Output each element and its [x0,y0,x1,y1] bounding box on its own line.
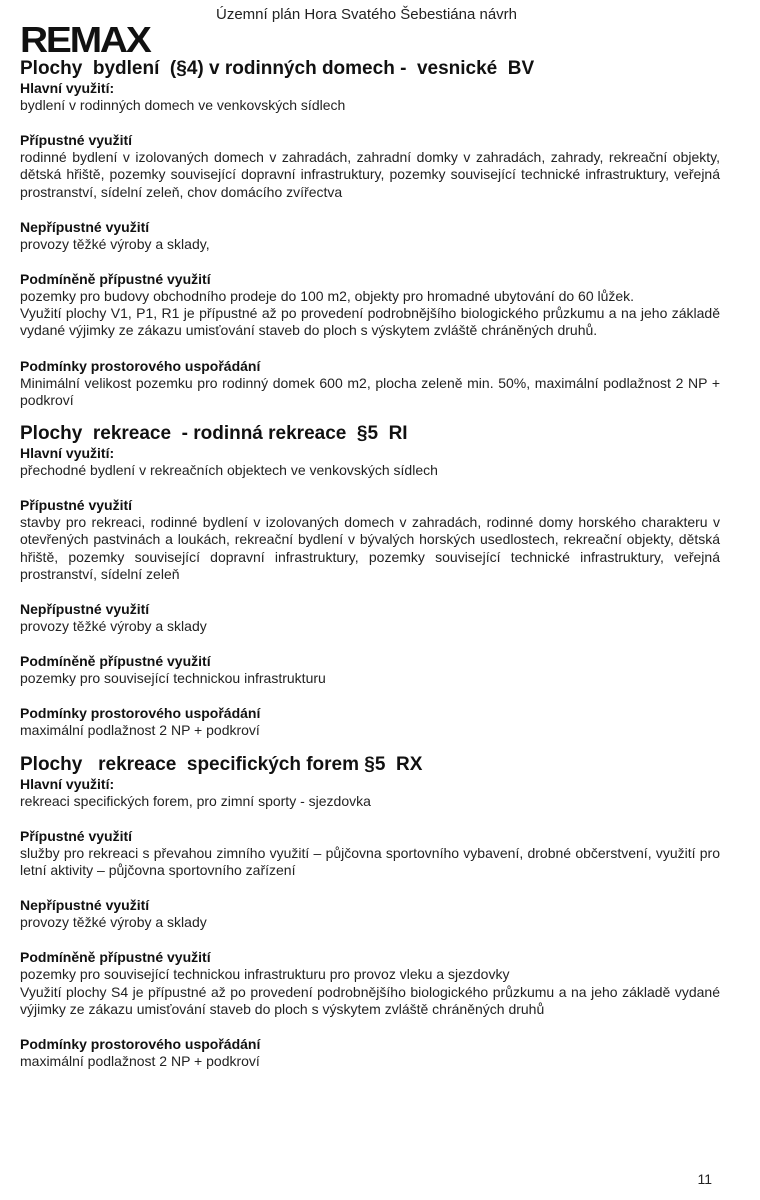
conditional-use-text: pozemky pro budovy obchodního prodeje do 100 m2, objekty pro hromadné ubytování do 60 lůžek. [20,288,635,305]
forbidden-use-label: Nepřípustné využití [20,897,150,914]
section-rx [20,754,720,1071]
forbidden-use-label: Nepřípustné využití [20,218,150,235]
permitted-use-label: Přípustné využití [20,497,133,514]
conditional-use-text: pozemky pro související technickou infrastrukturu [20,670,326,687]
conditional-use-label: Podmíněně přípustné využití [20,653,211,670]
layout-conditions-text: maximální podlažnost 2 NP + podkroví [20,722,260,739]
layout-conditions-label: Podmínky prostorového uspořádání [20,705,261,722]
remax-logo: REMAX [20,19,150,60]
conditional-use-text-2: Využití plochy S4 je přípustné až po provedení podrobnějšího biologického průzkumu a na jeho základě vydané výjimky ze zákazu umisťování staveb do ploch s výskytem zvláště chráněných druhů [20,983,720,1017]
permitted-use-text: rodinné bydlení v izolovaných domech v zahradách, zahradní domky v zahradách, zahrady, rekreační objekty, dětská hřiště, pozemky související dopravní infrastruktury, pozemky související technické infrastruktury, veřejná prostranství, sídelní zeleň, chov domácího zvířectva [20,149,720,200]
layout-conditions-label: Podmínky prostorového uspořádání [20,1036,261,1053]
conditional-use-label: Podmíněně přípustné využití [20,271,211,288]
forbidden-use-text: provozy těžké výroby a sklady [20,914,207,931]
layout-conditions-text: maximální podlažnost 2 NP + podkroví [20,1053,260,1070]
permitted-use-label: Přípustné využití [20,827,133,844]
conditional-use-text: pozemky pro související technickou infrastrukturu pro provoz vleku a sjezdovky [20,966,510,983]
document-content [20,58,720,1070]
section-bv [20,58,720,409]
main-use-text: bydlení v rodinných domech ve venkovských sídlech [20,97,346,113]
conditional-use-label: Podmíněně přípustné využití [20,949,211,966]
main-use-text: přechodné bydlení v rekreačních objektech ve venkovských sídlech [20,462,438,479]
forbidden-use-text: provozy těžké výroby a sklady [20,618,207,635]
forbidden-use-label: Nepřípustné využití [20,601,150,618]
document-header-title: Územní plán Hora Svatého Šebestiána návrh [216,6,518,23]
forbidden-use-text: provozy těžké výroby a sklady, [20,235,210,252]
main-use-text: rekreaci specifických forem, pro zimní sporty - sjezdovka [20,792,371,809]
main-use-label: Hlavní využití: [20,445,115,462]
permitted-use-label: Přípustné využití [20,132,133,149]
permitted-use-text: stavby pro rekreaci, rodinné bydlení v izolovaných domech v zahradách, rodinné domy horského charakteru v otevřených pastvinách a loukách, rekreační bydlení v bývalých horských usedlostech, rekreační objekty, dětská hřiště, pozemky související dopravní infrastruktury, pozemky související technické infrastruktury, veřejná prostranství, sídelní zeleň [20,514,720,582]
layout-conditions-label: Podmínky prostorového uspořádání [20,357,261,374]
page-number: 11 [697,1171,712,1187]
section-ri [20,423,720,740]
main-use-label: Hlavní využití: [20,80,115,96]
conditional-use-text-2: Využití plochy V1, P1, R1 je přípustné až po provedení podrobnějšího biologického průzkumu a na jeho základě vydané výjimky ze zákazu umisťování staveb do ploch s výskytem zvláště chráněných druhů. [20,305,720,339]
section-title: Plochy rekreace - rodinná rekreace §5 RI [20,423,408,445]
permitted-use-text: služby pro rekreaci s převahou zimního využití – půjčovna sportovního vybavení, drobné občerstvení, využití pro letní aktivity – půjčovna sportovního zařízení [20,844,720,879]
section-title: Plochy bydlení (§4) v rodinných domech - vesnické BV [20,58,535,79]
section-title: Plochy rekreace specifických forem §5 RX [20,753,423,775]
main-use-label: Hlavní využití: [20,775,115,792]
layout-conditions-text: Minimální velikost pozemku pro rodinný domek 600 m2, plocha zeleně min. 50%, maximální podlažnost 2 NP + podkroví [20,374,720,408]
